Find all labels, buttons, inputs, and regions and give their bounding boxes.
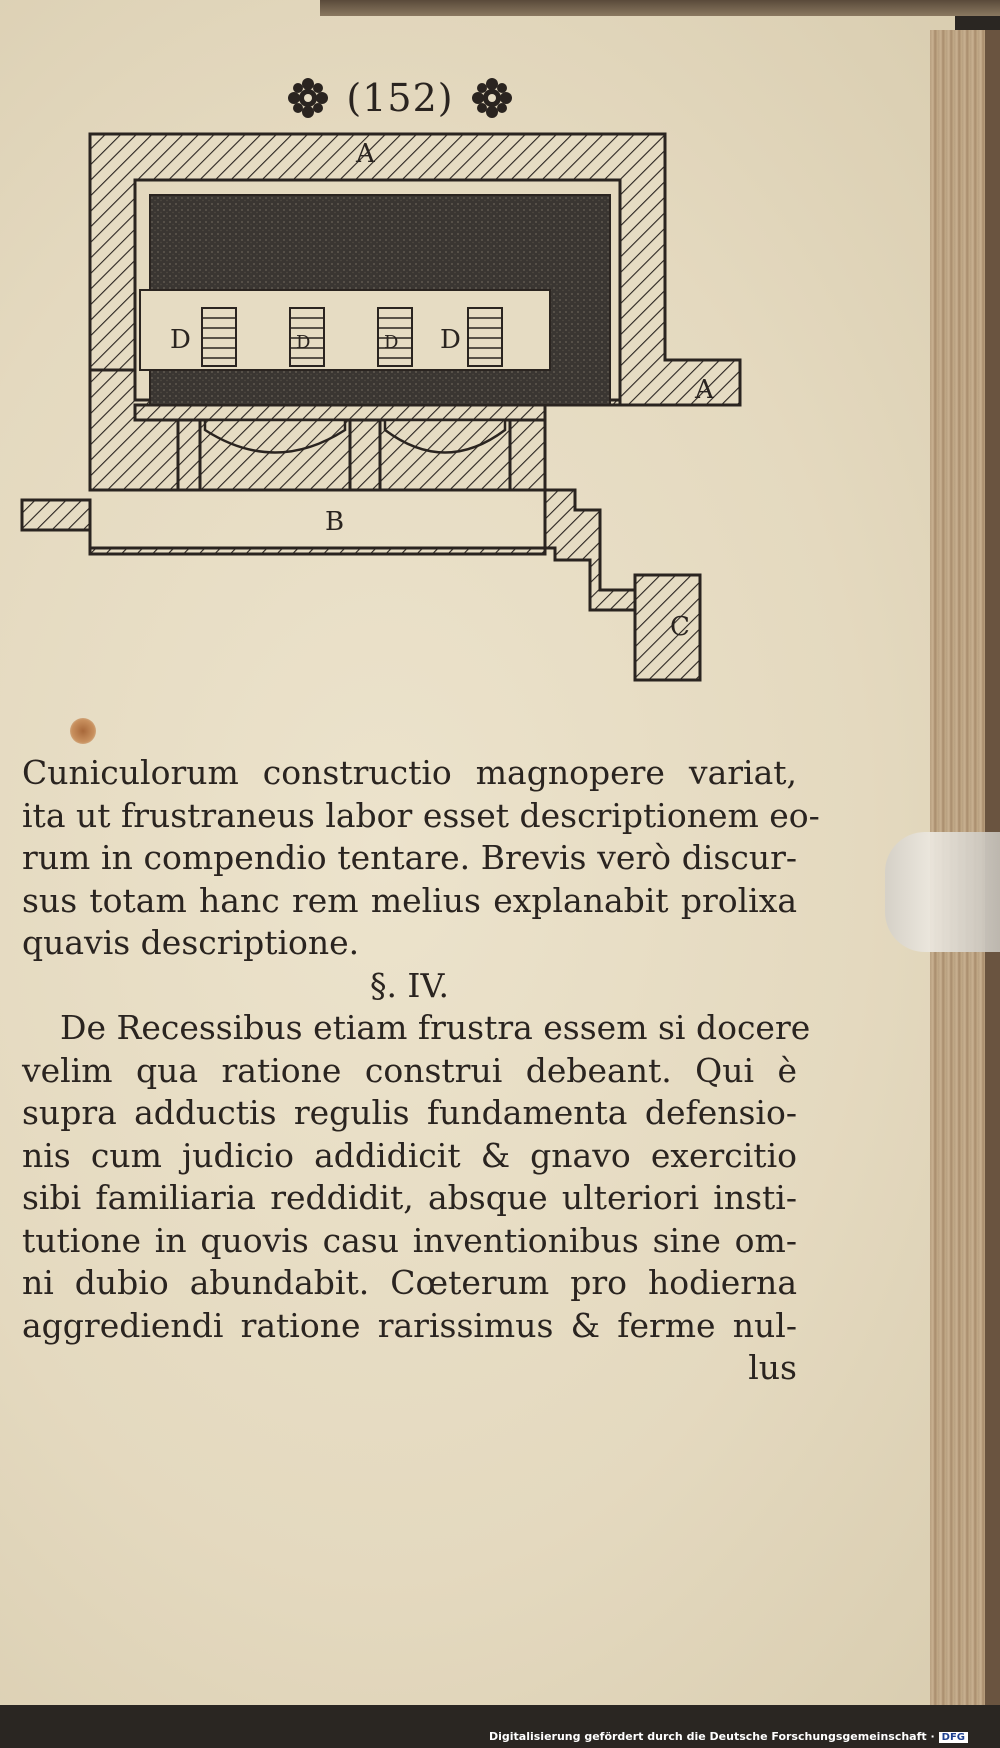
- label-d3: D: [384, 332, 399, 353]
- label-a-top: A: [356, 139, 375, 169]
- flower-ornament-icon: [286, 76, 330, 120]
- gallery-c: [635, 575, 700, 680]
- text-line: supra adductis regulis fundamenta defensio-: [22, 1093, 797, 1132]
- label-d1: D: [170, 325, 191, 355]
- text-line: quavis descriptione.: [22, 923, 360, 962]
- gallery-b-frame: [135, 405, 545, 420]
- section-heading: §. IV.: [369, 965, 450, 1005]
- label-d2: D: [296, 332, 311, 353]
- page-header: [270, 68, 530, 128]
- text-line: rum in compendio tentare. Brevis verò discur-: [22, 838, 797, 877]
- text-line: ita ut frustraneus labor esset descriptionem eo-: [22, 795, 820, 835]
- body-text: [22, 752, 820, 1390]
- text-line: aggrediendi ratione rarissimus & ferme nul-: [22, 1305, 797, 1345]
- label-a-right: A: [695, 375, 714, 405]
- book-top-edge: [320, 0, 1000, 16]
- label-d4: D: [440, 325, 461, 355]
- text-line: nis cum judicio addidicit & gnavo exercitio: [22, 1135, 797, 1175]
- text-line: De Recessibus etiam frustra essem si docere: [60, 1008, 811, 1047]
- fortification-plan-figure: [0, 130, 760, 770]
- dfg-logo: DFG: [939, 1732, 968, 1743]
- page-clip: [885, 832, 1000, 952]
- pillar-1: [178, 420, 200, 490]
- credit-text: Digitalisierung gefördert durch die Deutsche Forschungsgemeinschaft ·: [488, 1730, 935, 1743]
- page-number: (152): [346, 76, 454, 120]
- text-line: tutione in quovis casu inventionibus sine om-: [22, 1220, 797, 1260]
- label-c: C: [670, 612, 690, 642]
- text-line: sibi familiaria reddidit, absque ulteriori insti-: [22, 1178, 797, 1217]
- text-line: velim qua ratione construi debeant. Qui è: [22, 1050, 797, 1090]
- pillar-3: [510, 420, 545, 490]
- digitization-credit: [489, 1730, 968, 1743]
- flower-ornament-icon: [470, 76, 514, 120]
- text-line: ni dubio abundabit. Cœterum pro hodierna: [22, 1263, 797, 1302]
- text-line: sus totam hanc rem melius explanabit prolixa: [22, 880, 797, 920]
- text-line: Cuniculorum constructio magnopere variat,: [22, 753, 797, 792]
- catchword: lus: [748, 1348, 797, 1387]
- label-b: B: [325, 507, 345, 537]
- pillar-2: [350, 420, 380, 490]
